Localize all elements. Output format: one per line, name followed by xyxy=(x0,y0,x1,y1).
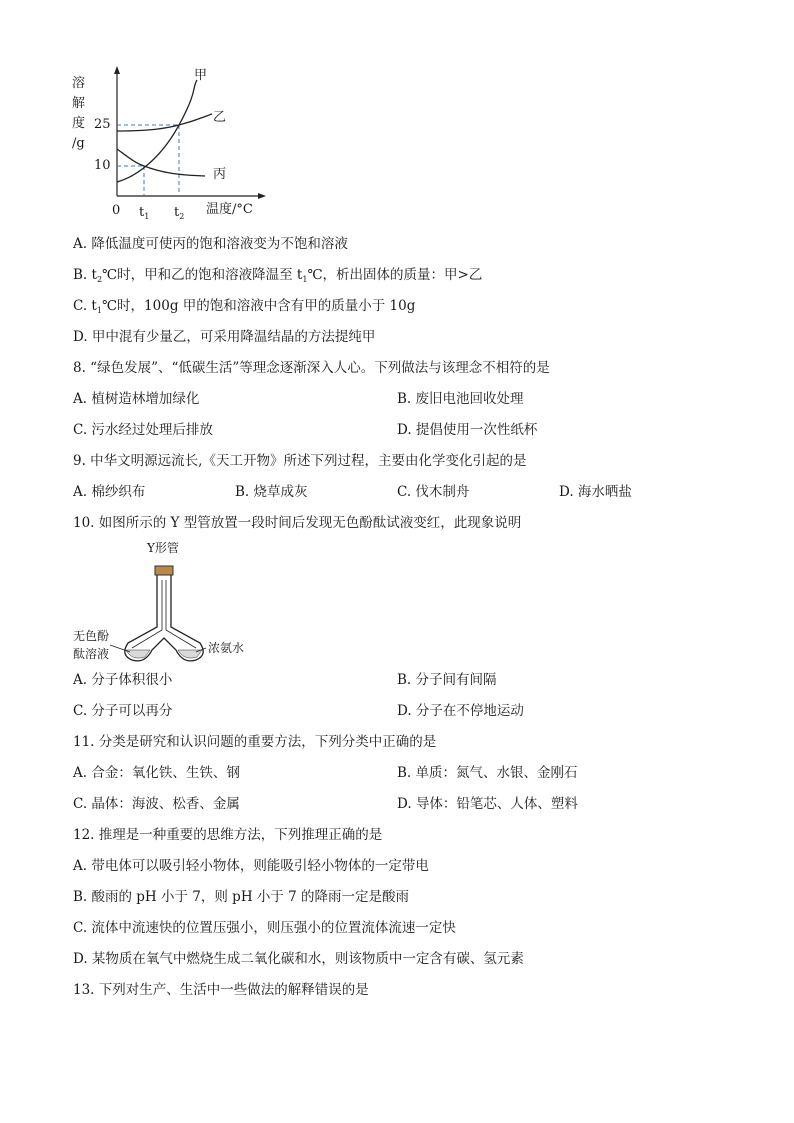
y-axis-label-char-3: 度 xyxy=(72,116,86,131)
q9-option-b: B. 烧草成灰 xyxy=(235,484,308,500)
q11-option-b: B. 单质：氮气、水银、金刚石 xyxy=(397,765,578,781)
q13-stem: 13. 下列对生产、生活中一些做法的解释错误的是 xyxy=(73,982,369,998)
q12-option-c: C. 流体中流速快的位置压强小，则压强小的位置流体流速一定快 xyxy=(73,920,456,936)
x-axis-label: 温度/°C xyxy=(206,202,253,217)
y-tick-10: 10 xyxy=(94,158,111,173)
q8-option-c: C. 污水经过处理后排放 xyxy=(73,422,213,438)
q8-option-d: D. 提倡使用一次性纸杯 xyxy=(397,422,538,438)
y-axis-label-char-4: /g xyxy=(72,136,85,151)
curve-label-yi: 乙 xyxy=(213,110,227,125)
q8-option-a: A. 植树造林增加绿化 xyxy=(73,391,200,407)
stopper xyxy=(155,566,173,575)
q7-option-a: A. 降低温度可使丙的饱和溶液变为不饱和溶液 xyxy=(73,236,348,252)
q11-option-c: C. 晶体：海波、松香、金属 xyxy=(73,796,240,812)
q9-option-c: C. 伐木制舟 xyxy=(397,484,470,500)
y-tick-25: 25 xyxy=(94,117,111,132)
y-axis-arrow xyxy=(114,66,120,74)
tube-outline xyxy=(125,575,203,661)
q7-option-b: B. $t_2℃$时，甲和乙的饱和溶液降温至 $t_1℃$，析出固体的质量：甲>乙 xyxy=(73,267,483,284)
x-axis-arrow xyxy=(258,193,266,199)
y-tube-drawing xyxy=(70,540,270,665)
q10-option-b: B. 分子间有间隔 xyxy=(397,672,497,688)
q12-option-b: B. 酸雨的 pH 小于 7，则 pH 小于 7 的降雨一定是酸雨 xyxy=(73,889,410,905)
q11-stem: 11. 分类是研究和认识问题的重要方法，下列分类中正确的是 xyxy=(73,734,437,750)
x-origin-label: 0 xyxy=(112,203,121,218)
y-tube-title: Y形管 xyxy=(147,541,179,555)
y-tube-left-label-1: 无色酚 xyxy=(73,629,110,643)
curve-bing xyxy=(117,149,205,176)
q12-stem: 12. 推理是一种重要的思维方法，下列推理正确的是 xyxy=(73,827,383,843)
q10-option-c: C. 分子可以再分 xyxy=(73,703,173,719)
left-leader-line xyxy=(110,645,130,652)
q8-stem: 8. “绿色发展”、“低碳生活”等理念逐渐深入人心。下列做法与该理念不相符的是 xyxy=(73,360,550,376)
x-tick-t2: $t_2$ xyxy=(174,205,185,221)
q9-option-d: D. 海水晒盐 xyxy=(559,484,632,500)
q11-option-d: D. 导体：铅笔芯、人体、塑料 xyxy=(397,796,578,812)
curve-label-bing: 丙 xyxy=(213,167,227,182)
q8-option-b: B. 废旧电池回收处理 xyxy=(397,391,524,407)
y-axis-label-char-2: 解 xyxy=(72,96,86,111)
x-tick-t1: $t_1$ xyxy=(139,205,150,221)
y-axis-label-char-1: 溶 xyxy=(72,76,86,91)
q7-option-c: C. $t_1℃$时，100g 甲的饱和溶液中含有甲的质量小于 10g xyxy=(73,298,416,315)
y-tube-left-label-2: 酞溶液 xyxy=(73,647,110,661)
q10-option-a: A. 分子体积很小 xyxy=(73,672,173,688)
y-tube-right-label: 浓氨水 xyxy=(208,641,245,655)
q10-option-d: D. 分子在不停地运动 xyxy=(397,703,524,719)
q9-stem: 9. 中华文明源远流长,《天工开物》所述下列过程，主要由化学变化引起的是 xyxy=(73,453,527,469)
q11-option-a: A. 合金：氧化铁、生铁、钢 xyxy=(73,765,240,781)
q12-option-a: A. 带电体可以吸引轻小物体，则能吸引轻小物体的一定带电 xyxy=(73,858,429,874)
q7-option-d: D. 甲中混有少量乙，可采用降温结晶的方法提纯甲 xyxy=(73,329,376,345)
q9-option-a: A. 棉纱织布 xyxy=(73,484,146,500)
q12-option-d: D. 某物质在氧气中燃烧生成二氧化碳和水，则该物质中一定含有碳、氢元素 xyxy=(73,951,524,967)
solubility-plot xyxy=(66,66,276,226)
q10-stem: 10. 如图所示的 Y 型管放置一段时间后发现无色酚酞试液变红，此现象说明 xyxy=(73,515,522,531)
curve-label-jia: 甲 xyxy=(194,68,208,83)
curve-yi xyxy=(117,114,212,131)
